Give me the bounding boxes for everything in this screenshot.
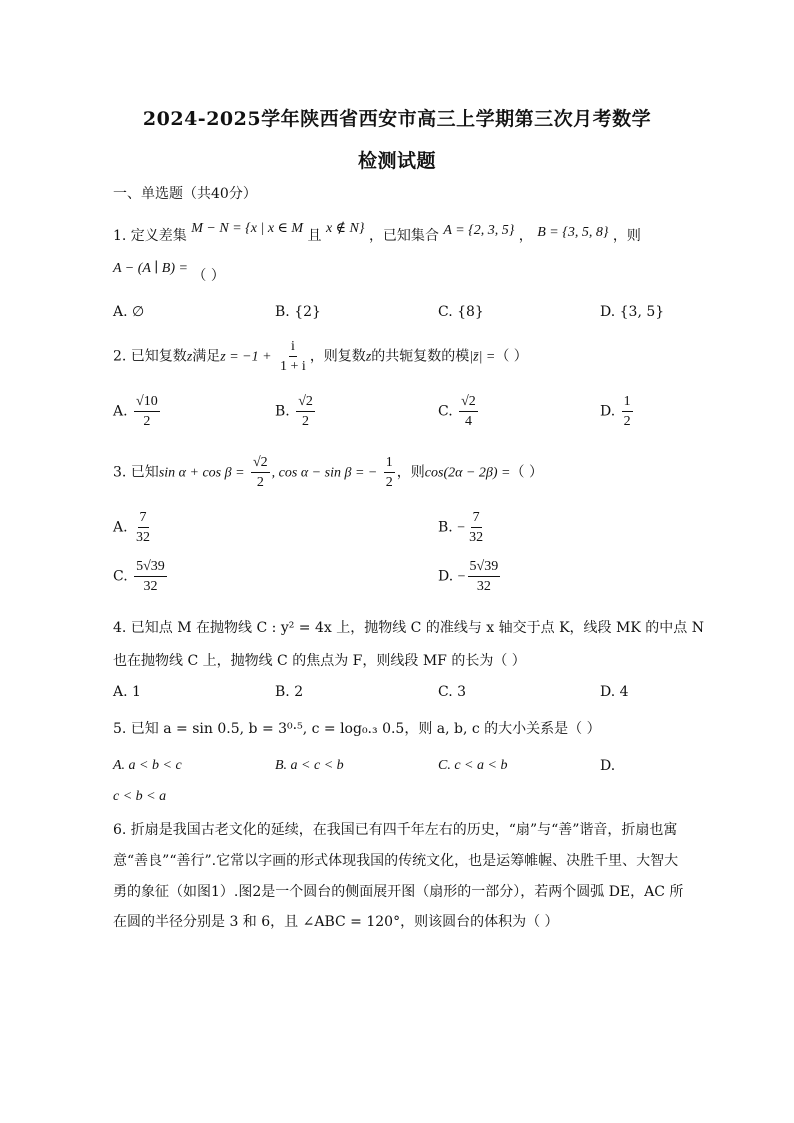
q5-option-b: B. a < c < b	[275, 758, 344, 773]
exam-subtitle: 检测试题	[357, 150, 436, 172]
q2-fraction: $\frac{i}{1 + i}$	[280, 339, 306, 374]
question-6-line-1: 6. 折扇是我国古老文化的延续，在我国已有四千年左右的历史，“扇”与“善”谐音，折扇也寓	[113, 822, 678, 838]
q4-option-a: A. 1	[113, 684, 141, 700]
q4-option-d: D. 4	[600, 684, 629, 700]
q1-definition: M − N = {x | x ∈ M	[191, 221, 304, 236]
q1-given: ，已知集合	[368, 228, 439, 244]
question-4-line-1: 4. 已知点 M 在抛物线 C : y² = 4x 上，抛物线 C 的准线与 x 轴交于点 K，线段 MK 的中点 N	[113, 620, 704, 636]
q2-z-2: z	[365, 349, 372, 365]
q1-option-c: C. {8}	[438, 304, 484, 320]
question-6-line-2: 意“善良”“善行”.它常以字画的形式体现我国的传统文化，也是运筹帷幄、决胜千里、大智大	[113, 853, 679, 869]
q1-comma: ，	[518, 228, 533, 244]
q1-set-b: B = {3, 5, 8}	[537, 225, 609, 240]
q2-sat: 满足	[192, 348, 221, 365]
question-1-line-1	[113, 221, 641, 247]
q4-option-c: C. 3	[438, 684, 467, 700]
q1-prefix: 1. 定义差集	[113, 228, 187, 244]
q4-option-b: B. 2	[275, 684, 304, 700]
question-4-line-2: 也在抛物线 C 上，抛物线 C 的焦点为 F，则线段 MF 的长为（ ）	[113, 653, 526, 669]
q3-fraction-2: $\frac{1}{2}$	[385, 455, 393, 490]
q3-option-a: A. $\frac{7}{32}$	[113, 510, 151, 545]
question-6-line-4: 在圆的半径分别是 3 和 6，且 ∠ABC = 120°，则该圆台的体积为（ ）	[113, 914, 559, 930]
q3-lhs-2: , cos α − sin β = −	[271, 465, 378, 481]
q2-abs: |z̄| =	[469, 349, 496, 365]
q2-option-a: A. $\frac{√10}{2}$	[113, 394, 158, 429]
q1-expression: A − (A ∣ B) =	[113, 261, 188, 276]
q2-prefix: 2. 已知复数	[113, 348, 187, 365]
q3-lhs-1: sin α + cos β =	[158, 465, 245, 481]
q5-option-c: C. c < a < b	[438, 758, 508, 773]
q1-answer-paren: （ ）	[192, 268, 225, 284]
question-2-line	[113, 338, 528, 375]
question-3-line	[113, 454, 543, 491]
q1-notin: x ∉ N}	[325, 221, 365, 236]
q3-option-d: D. − $\frac{5√39}{32}$	[438, 559, 499, 594]
q2-tail: 的共轭复数的模	[371, 348, 470, 365]
q3-option-c: C. $\frac{5√39}{32}$	[113, 559, 165, 594]
section-heading: 一、单选题（共40分）	[113, 186, 257, 202]
q2-option-d: D. $\frac{1}{2}$	[600, 394, 631, 429]
q3-expression: cos(2α − 2β) =	[424, 465, 511, 481]
q1-option-b: B. {2}	[275, 304, 321, 320]
q2-option-b: B. $\frac{√2}{2}$	[275, 394, 313, 429]
q3-answer-paren: （ ）	[510, 464, 543, 481]
q2-answer-paren: （ ）	[495, 348, 528, 365]
question-5-line: 5. 已知 a = sin 0.5, b = 3⁰·⁵, c = log₀.₃ 0.5，则 a, b, c 的大小关系是（ ）	[113, 721, 601, 737]
q1-and: 且	[307, 228, 322, 244]
q1-option-a: A. ∅	[113, 304, 145, 320]
q2-z: z	[186, 349, 193, 365]
q2-option-c: C. $\frac{√2}{4}$	[438, 394, 476, 429]
question-6-line-3: 勇的象征（如图1）.图2是一个圆台的侧面展开图（扇形的一部分），若两个圆弧 DE，AC 所	[113, 884, 684, 900]
q3-fraction-1: $\frac{√2}{2}$	[252, 455, 268, 490]
q1-then: ，则	[612, 228, 641, 244]
q3-prefix: 3. 已知	[113, 464, 159, 481]
exam-title: 2024-2025学年陕西省西安市高三上学期第三次月考数学	[142, 108, 652, 130]
q3-then: ，则	[396, 464, 425, 481]
q2-equation: z = −1 +	[220, 349, 272, 365]
q5-option-a: A. a < b < c	[113, 758, 182, 773]
q5-option-d-value: c < b < a	[113, 789, 167, 804]
q2-mid: ，则复数	[309, 348, 366, 365]
q1-option-d: D. {3, 5}	[600, 304, 665, 320]
q5-option-d: D.	[600, 758, 616, 774]
q3-option-b: B. − $\frac{7}{32}$	[438, 510, 484, 545]
question-1-line-2	[113, 258, 225, 284]
q1-set-a: A = {2, 3, 5}	[443, 223, 515, 238]
